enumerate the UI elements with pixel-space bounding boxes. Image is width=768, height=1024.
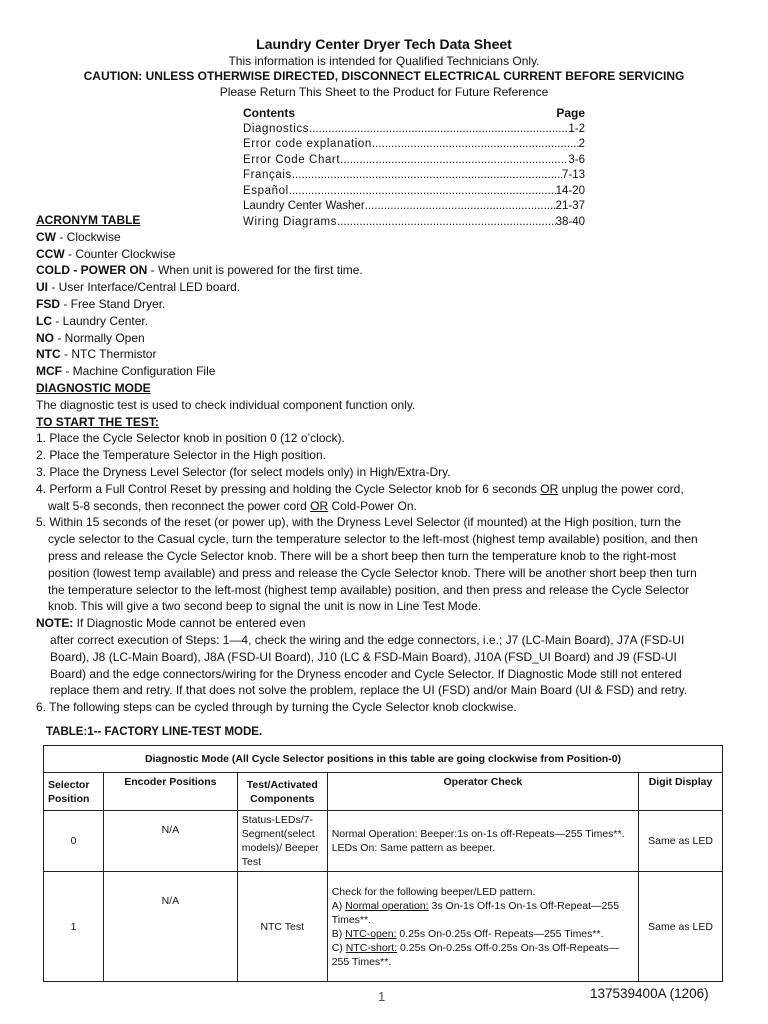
toc-item-label: Français [243,169,292,181]
col-operator-check: Operator Check [327,773,638,811]
cell-selector: 0 [44,811,104,872]
step-5-cont: the temperature selector to the left-most (highest temp available) position, and then press and release the Cycle Selector [48,582,690,597]
acronym-row: FSD - Free Stand Dryer. [36,296,166,311]
toc-item-label: Wiring Diagrams [243,215,337,228]
line-test-table [43,745,723,982]
acronym-row: COLD - POWER ON - When unit is powered for the first time. [36,263,363,278]
cell-encoder: N/A [103,872,237,982]
diagnostic-heading: DIAGNOSTIC MODE [36,380,151,395]
table-header-row [44,773,723,811]
col-selector-position: Selector Position [44,773,104,811]
cell-test: Status-LEDs/7-Segment(select models)/ Beeper Test [237,811,327,872]
toc-item-page: 1-2 [568,122,585,135]
toc-item[interactable] [243,184,585,200]
toc-item-page: 21-37 [555,200,585,212]
diagnostic-intro: The diagnostic test is used to check individual component function only. [36,397,416,412]
table-row [44,811,723,872]
note-cont: replace them and retry. If that does not solve the problem, replace the UI (FSD) and/or Main Board (UI & FSD) and retry. [50,683,688,698]
qualified-note: This information is intended for Qualified Technicians Only. [228,54,540,68]
toc-item-page: 7-13 [561,169,585,181]
step-6: 6. The following steps can be cycled through by turning the Cycle Selector knob clockwise. [36,700,517,715]
step-4-cont: walt 5-8 seconds, then reconnect the power cord OR Cold-Power On. [48,498,417,513]
cell-encoder: N/A [103,811,237,872]
toc-item-label: Error code explanation [243,138,372,150]
step-4: 4. Perform a Full Control Reset by pressing and holding the Cycle Selector knob for 6 seconds OR unplug the power cord, [36,481,684,496]
step-1: 1. Place the Cycle Selector knob in position 0 (12 o’clock). [36,431,345,446]
note-cont: after correct execution of Steps: 1—4, check the wiring and the edge connectors, i.e.; J7 (LC-Main Board), J7A (FSD-UI [50,632,685,647]
col-digit-display: Digit Display [639,773,723,811]
note-cont: Board), J8 (LC-Main Board), J8A (FSD-UI Board), J10 (LC & FSD-Main Board), J10A (FSD_UI Board) and J9 (FSD-UI [50,649,677,664]
step-5-cont: press and release the Cycle Selector knob. There will be a short beep then turn the temperature knob to the right-most [48,548,677,563]
acronym-row: NO - Normally Open [36,330,145,345]
toc-header [243,106,585,122]
toc-heading: Contents [243,106,295,120]
col-encoder-positions: Encoder Positions [103,773,237,811]
step-2: 2. Place the Temperature Selector in the High position. [36,448,326,463]
table-caption: TABLE:1-- FACTORY LINE-TEST MODE. [46,726,263,738]
toc-item-page: 2 [578,138,585,150]
toc-item-page: 3-6 [568,153,585,166]
acronym-row: UI - User Interface/Central LED board. [36,280,241,295]
table-banner-row [44,746,723,773]
toc-item[interactable] [243,137,585,153]
page-title: Laundry Center Dryer Tech Data Sheet [256,36,512,52]
cell-digit: Same as LED [639,872,723,982]
cell-test: NTC Test [237,872,327,982]
acronym-row: LC - Laundry Center. [36,313,149,328]
table-row [44,872,723,982]
acronym-heading: ACRONYM TABLE [36,213,141,227]
col-test-components: Test/Activated Components [237,773,327,811]
table-banner: Diagnostic Mode (All Cycle Selector positions in this table are going clockwise from Position-0) [44,746,723,773]
step-5-cont: cycle selector to the Casual cycle, turn the temperature selector to the left-most (highest temp available) position, and then [48,532,698,547]
body-text [36,212,736,716]
note-cont: Board) and the edge connectors/wiring for the Dryness encoder and Cycle Selector. If Diagnostic Mode still not entered [50,666,682,681]
page-number: 1 [378,989,386,1004]
toc-item-label: Laundry Center Washer [243,200,365,212]
cell-selector: 1 [44,872,104,982]
cell-operator: Check for the following beeper/LED pattern. A) Normal operation: 3s On-1s Off-1s On-1s Off-Repeat—255 Times**. B) NTC-open: 0.25s On-0.25s Off- Repeats—255 Times**. C) NTC-short: 0.25s On-0.25s Off-0.25s On-3s Off-Repeats—255 Times**. [327,872,638,982]
toc-item-label: Español [243,184,289,197]
toc-item[interactable] [243,168,585,184]
toc-item[interactable] [243,153,585,169]
acronym-row: NTC - NTC Thermistor [36,347,157,362]
toc-item-page: 14-20 [555,184,585,197]
step-3: 3. Place the Dryness Level Selector (for select models only) in High/Extra-Dry. [36,464,451,479]
step-5: 5. Within 15 seconds of the reset (or power up), with the Dryness Level Selector (if mounted) at the High position, turn the [36,515,681,530]
toc-item[interactable] [243,122,585,138]
document-code: 137539400A (1206) [590,986,709,1001]
start-test-heading: TO START THE TEST: [36,414,159,429]
note: NOTE: If Diagnostic Mode cannot be entered even [36,616,306,631]
acronym-row: MCF - Machine Configuration File [36,364,216,379]
toc-page-heading: Page [556,106,585,120]
acronym-row: CCW - Counter Clockwise [36,246,176,261]
caution-note: CAUTION: UNLESS OTHERWISE DIRECTED, DISCONNECT ELECTRICAL CURRENT BEFORE SERVICING [83,69,685,83]
toc-item-label: Diagnostics [243,122,310,135]
cell-operator: Normal Operation: Beeper:1s on-1s off-Repeats—255 Times**. LEDs On: Same pattern as beeper. [327,811,638,872]
step-5-cont: position (lowest temp available) and press and release the Cycle Selector knob. There will be another short beep then turn [48,565,697,580]
step-5-cont: knob. This will give a two second beep to signal the unit is now in Line Test Mode. [48,599,482,614]
acronym-row: CW - Clockwise [36,229,121,244]
cell-digit: Same as LED [639,811,723,872]
toc-item-label: Error Code Chart [243,153,341,166]
return-note: Please Return This Sheet to the Product for Future Reference [219,85,549,99]
toc-item-page: 38-40 [555,215,585,228]
